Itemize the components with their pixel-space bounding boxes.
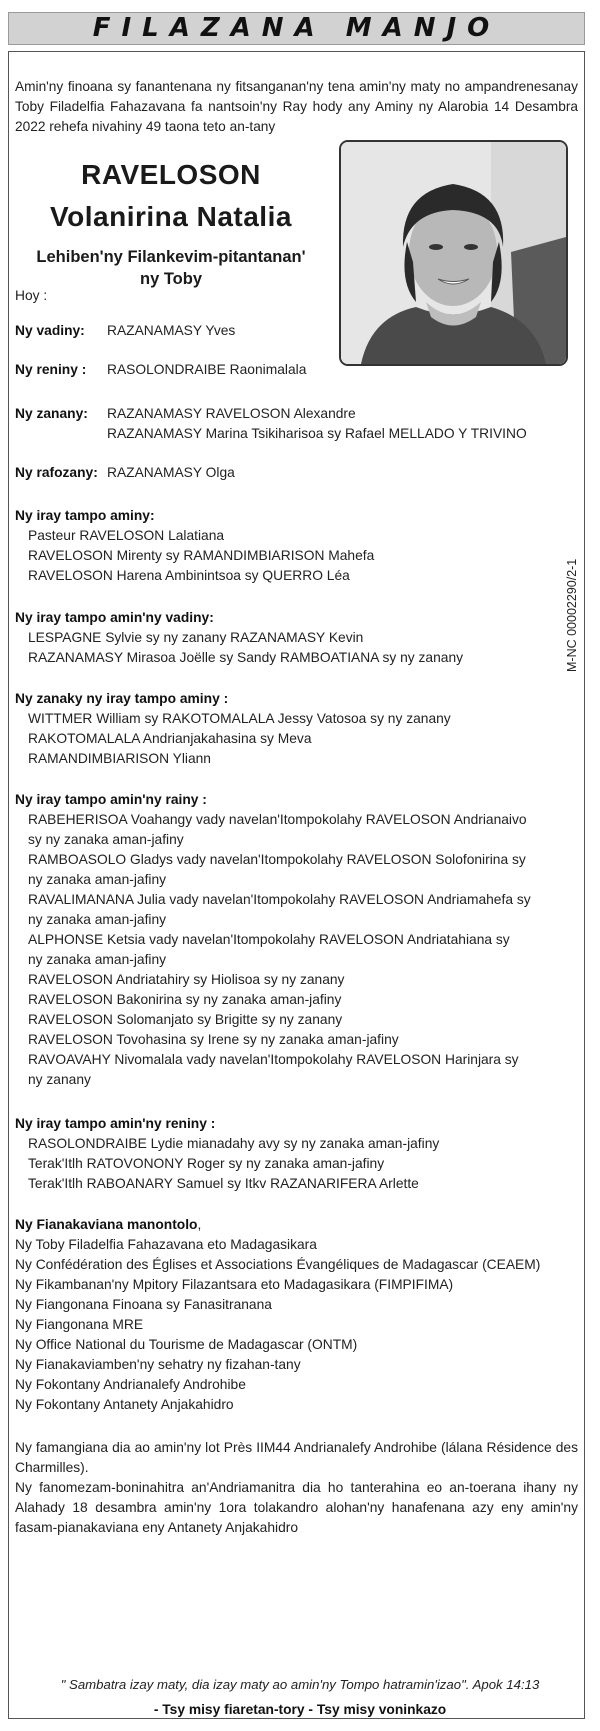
section-label-zanaky-tampo: Ny zanaky ny iray tampo aminy : — [15, 691, 229, 706]
role-line: ny Toby — [139, 270, 203, 288]
relative-name: sy ny zanaka aman-jafiny — [28, 832, 184, 847]
relative-name: ny zanany — [28, 1072, 91, 1087]
organization-name: Ny Fianakaviamben'ny sehatry ny fizahan-tany — [15, 1357, 301, 1372]
relative-name: Terak'Itlh RATOVONONY Roger sy ny zanaka aman-jafiny — [28, 1156, 385, 1171]
relative-name: RAZANAMASY Olga — [107, 465, 235, 480]
relative-name: RAVELOSON Andriatahiry sy Hiolisoa sy ny zanany — [28, 972, 345, 987]
relative-name: RASOLONDRAIBE Lydie mianadahy avy sy ny zanaka aman-jafiny — [28, 1136, 440, 1151]
section-label-tampo-reniny: Ny iray tampo amin'ny reniny : — [15, 1116, 216, 1131]
relative-name: RAZANAMASY Marina Tsikiharisoa sy Rafael MELLADO Y TRIVINO — [107, 426, 527, 441]
relative-name: RAKOTOMALALA Andrianjakahasina sy Meva — [28, 731, 312, 746]
relative-name: RAVALIMANANA Julia vady navelan'Itompokolahy RAVELOSON Andriamahefa sy — [28, 892, 531, 907]
footer-note: - Tsy misy fiaretan-tory - Tsy misy voninkazo — [153, 1702, 447, 1717]
relative-name: RASOLONDRAIBE Raonimalala — [107, 362, 307, 377]
relative-name: RAVOAVAHY Nivomalala vady navelan'Itompokolahy RAVELOSON Harinjara sy — [28, 1052, 519, 1067]
relative-name: ny zanaka aman-jafiny — [28, 952, 167, 967]
organization-name: Ny Toby Filadelfia Fahazavana eto Madagasikara — [15, 1237, 317, 1252]
section-label-rafozany: Ny rafozany: — [15, 465, 98, 480]
relative-name: LESPAGNE Sylvie sy ny zanany RAZANAMASY Kevin — [28, 630, 364, 645]
relative-name: Terak'Itlh RABOANARY Samuel sy Itkv RAZANARIFERA Arlette — [28, 1176, 419, 1191]
section-label-fianakaviana — [15, 1215, 201, 1235]
relative-name: RAVELOSON Solomanjato sy Brigitte sy ny zanany — [28, 1012, 343, 1027]
relative-name: RAMBOASOLO Gladys vady navelan'Itompokolahy RAVELOSON Solofonirina sy — [28, 852, 526, 867]
relative-name: RAZANAMASY RAVELOSON Alexandre — [107, 406, 356, 421]
relative-name: ALPHONSE Ketsia vady navelan'Itompokolahy RAVELOSON Andriatahiana sy — [28, 932, 510, 947]
organization-name: Ny Fiangonana MRE — [15, 1317, 144, 1332]
relative-name: RAZANAMASY Mirasoa Joëlle sy Sandy RAMBOATIANA sy ny zanany — [28, 650, 464, 665]
relative-name: RABEHERISOA Voahangy vady navelan'Itompokolahy RAVELOSON Andrianaivo — [28, 812, 527, 827]
organization-name: Ny Fokontany Andrianalefy Androhibe — [15, 1377, 246, 1392]
portrait-photo — [339, 140, 568, 366]
fianakaviana-label: Ny Fianakaviana manontolo — [15, 1217, 198, 1232]
section-label-reniny: Ny reniny : — [15, 362, 87, 377]
hoy-label: Hoy : — [15, 288, 48, 303]
organization-name: Ny Fikambanan'ny Mpitory Filazantsara eto Madagasikara (FIMPIFIMA) — [15, 1277, 454, 1292]
section-label-tampo-rainy: Ny iray tampo amin'ny rainy : — [15, 792, 207, 807]
vertical-reference-code: M-NC 00002290/2-1 — [565, 558, 579, 672]
organization-name: Ny Fokontany Antanety Anjakahidro — [15, 1397, 234, 1412]
role-line: Lehiben'ny Filankevim-pitantanan' — [36, 248, 306, 266]
bible-quote: " Sambatra izay maty, dia izay maty ao amin'ny Tompo hatramin'izao". Apok 14:13 — [60, 1677, 540, 1692]
relative-name: ny zanaka aman-jafiny — [28, 872, 167, 887]
relative-name: RAVELOSON Harena Ambinintsoa sy QUERRO Léa — [28, 568, 350, 583]
relative-name: ny zanaka aman-jafiny — [28, 912, 167, 927]
relative-name: RAVELOSON Tovohasina sy Irene sy ny zanaka aman-jafiny — [28, 1032, 399, 1047]
relative-name: RAZANAMASY Yves — [107, 323, 236, 338]
deceased-surname: RAVELOSON — [81, 159, 261, 190]
section-label-tampo-vadiny: Ny iray tampo amin'ny vadiny: — [15, 610, 214, 625]
relative-name: WITTMER William sy RAKOTOMALALA Jessy Vatosoa sy ny zanany — [28, 711, 451, 726]
ceremony-paragraph: Ny fanomezam-boninahitra an'Andriamanitra dia ho tanterahina eo an-toerana ihany ny Alahady 18 desambra amin'ny 1ora tolakandro alohan'ny hanafenana azy eny amin'ny fasam-pianakaviana eny Antanety Anjakahidro — [15, 1480, 578, 1535]
deceased-role — [15, 246, 327, 290]
organization-name: Ny Office National du Tourisme de Madagascar (ONTM) — [15, 1337, 358, 1352]
section-label-tampo-aminy: Ny iray tampo aminy: — [15, 508, 155, 523]
deceased-given-names: Volanirina Natalia — [50, 201, 292, 232]
notice-header: FILAZANA MANJO — [8, 12, 585, 45]
intro-paragraph: Amin'ny finoana sy fanantenana ny fitsanganan'ny tena amin'ny maty no ampandrenesanay Toby Filadelfia Fahazavana fa nantsoin'ny Ray hody any Aminy ny Alarobia 14 Desambra 2022 rehefa nivahiny 49 taona teto an-tany — [15, 79, 578, 134]
organization-name: Ny Confédération des Églises et Associations Évangéliques de Madagascar (CEAEM) — [15, 1257, 541, 1272]
relative-name: Pasteur RAVELOSON Lalatiana — [28, 528, 225, 543]
section-label-vadiny: Ny vadiny: — [15, 323, 85, 338]
section-label-zanany: Ny zanany: — [15, 406, 88, 421]
visitation-paragraph: Ny famangiana dia ao amin'ny lot Près IIM44 Andrianalefy Androhibe (lálana Résidence des Charmilles). — [15, 1440, 578, 1475]
relative-name: RAVELOSON Mirenty sy RAMANDIMBIARISON Mahefa — [28, 548, 375, 563]
organization-name: Ny Fiangonana Finoana sy Fanasitranana — [15, 1297, 272, 1312]
fianakaviana-comma: , — [197, 1217, 202, 1232]
relative-name: RAMANDIMBIARISON Yliann — [28, 751, 211, 766]
relative-name: RAVELOSON Bakonirina sy ny zanaka aman-jafiny — [28, 992, 342, 1007]
